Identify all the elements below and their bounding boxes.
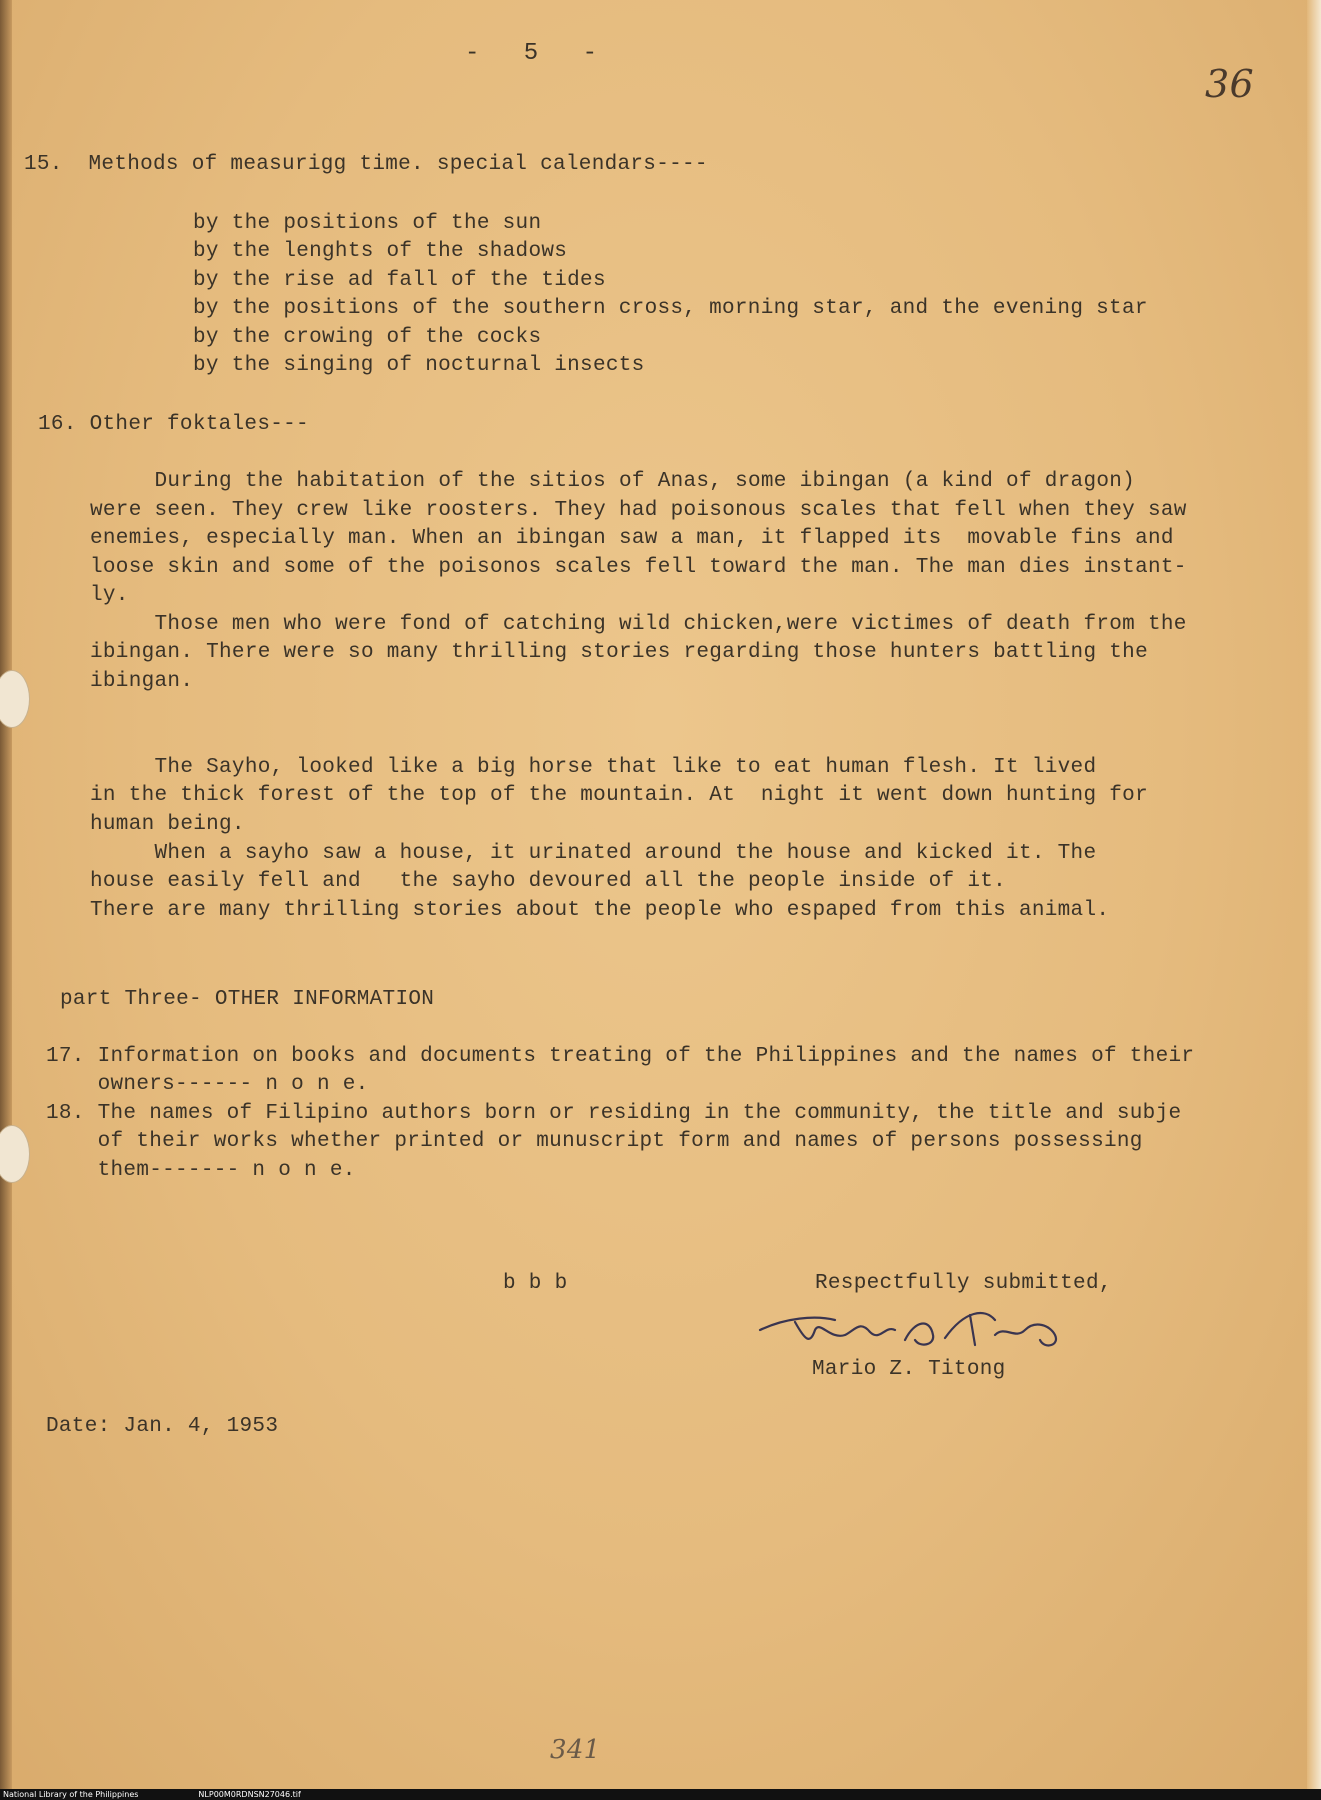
paragraph-line: The Sayho, looked like a big horse that like to eat human flesh. It lived <box>90 756 1097 779</box>
footer-filename: NLP00M0RDNSN27046.tif <box>198 1790 301 1799</box>
footer-library: National Library of the Philippines <box>3 1790 139 1799</box>
item-17-line: 17. Information on books and documents treating of the Philippines and the names of their <box>46 1045 1195 1068</box>
item-18-line: 18. The names of Filipino authors born or residing in the community, the title and subje <box>46 1102 1182 1125</box>
part-three-heading: part Three- OTHER INFORMATION <box>60 988 435 1011</box>
punch-hole-upper <box>0 670 30 728</box>
folio-number: 36 <box>1205 62 1254 106</box>
page-right-edge <box>1307 0 1321 1790</box>
paragraph-line: When a sayho saw a house, it urinated around the house and kicked it. The <box>90 842 1097 865</box>
handwritten-page-number: 341 <box>550 1735 601 1765</box>
punch-hole-lower <box>0 1125 30 1183</box>
paragraph-line: There are many thrilling stories about the people who espaped from this animal. <box>90 899 1110 922</box>
page-number: - 5 - <box>465 40 598 67</box>
page-left-edge <box>0 0 12 1790</box>
list-item: by the rise ad fall of the tides <box>193 269 606 292</box>
section-16-heading: 16. Other foktales--- <box>38 413 309 436</box>
paragraph-line: loose skin and some of the poisonos scales fell toward the man. The man dies instant- <box>90 556 1187 579</box>
item-18-line: of their works whether printed or munuscript form and names of persons possessing <box>46 1130 1143 1153</box>
item-17-line: owners------ n o n e. <box>46 1073 369 1096</box>
paragraph-line: enemies, especially man. When an ibingan saw a man, it flapped its movable fins and <box>90 527 1174 550</box>
paragraph-line: During the habitation of the sitios of Anas, some ibingan (a kind of dragon) <box>90 470 1136 493</box>
section-15-heading: 15. Methods of measurigg time. special calendars---- <box>24 153 708 176</box>
paragraph-line: house easily fell and the sayho devoured all the people inside of it. <box>90 870 1007 893</box>
list-item: by the lenghts of the shadows <box>193 240 568 263</box>
paragraph-line: ly. <box>90 584 129 607</box>
scan-footer <box>0 1789 1321 1800</box>
signature-text: Mario Z. Titong <box>755 1300 765 1301</box>
list-item: by the positions of the southern cross, morning star, and the evening star <box>193 297 1148 320</box>
signer-name: Mario Z. Titong <box>812 1358 1006 1381</box>
salutation: Respectfully submitted, <box>815 1272 1112 1295</box>
paragraph-line: were seen. They crew like roosters. They had poisonous scales that fell when they saw <box>90 499 1187 522</box>
paragraph-line: ibingan. There were so many thrilling stories regarding those hunters battling the <box>90 641 1148 664</box>
paragraph-line: in the thick forest of the top of the mountain. At night it went down hunting for <box>90 784 1148 807</box>
item-18-line: them------- n o n e. <box>46 1159 356 1182</box>
closing-marks: b b b <box>503 1272 568 1295</box>
paragraph-line: human being. <box>90 813 245 836</box>
paragraph-line: ibingan. <box>90 670 194 693</box>
handwritten-signature <box>755 1300 1075 1360</box>
list-item: by the positions of the sun <box>193 212 542 235</box>
list-item: by the crowing of the cocks <box>193 326 542 349</box>
document-date: Date: Jan. 4, 1953 <box>46 1415 279 1438</box>
paragraph-line: Those men who were fond of catching wild chicken,were victimes of death from the <box>90 613 1187 636</box>
list-item: by the singing of nocturnal insects <box>193 354 645 377</box>
